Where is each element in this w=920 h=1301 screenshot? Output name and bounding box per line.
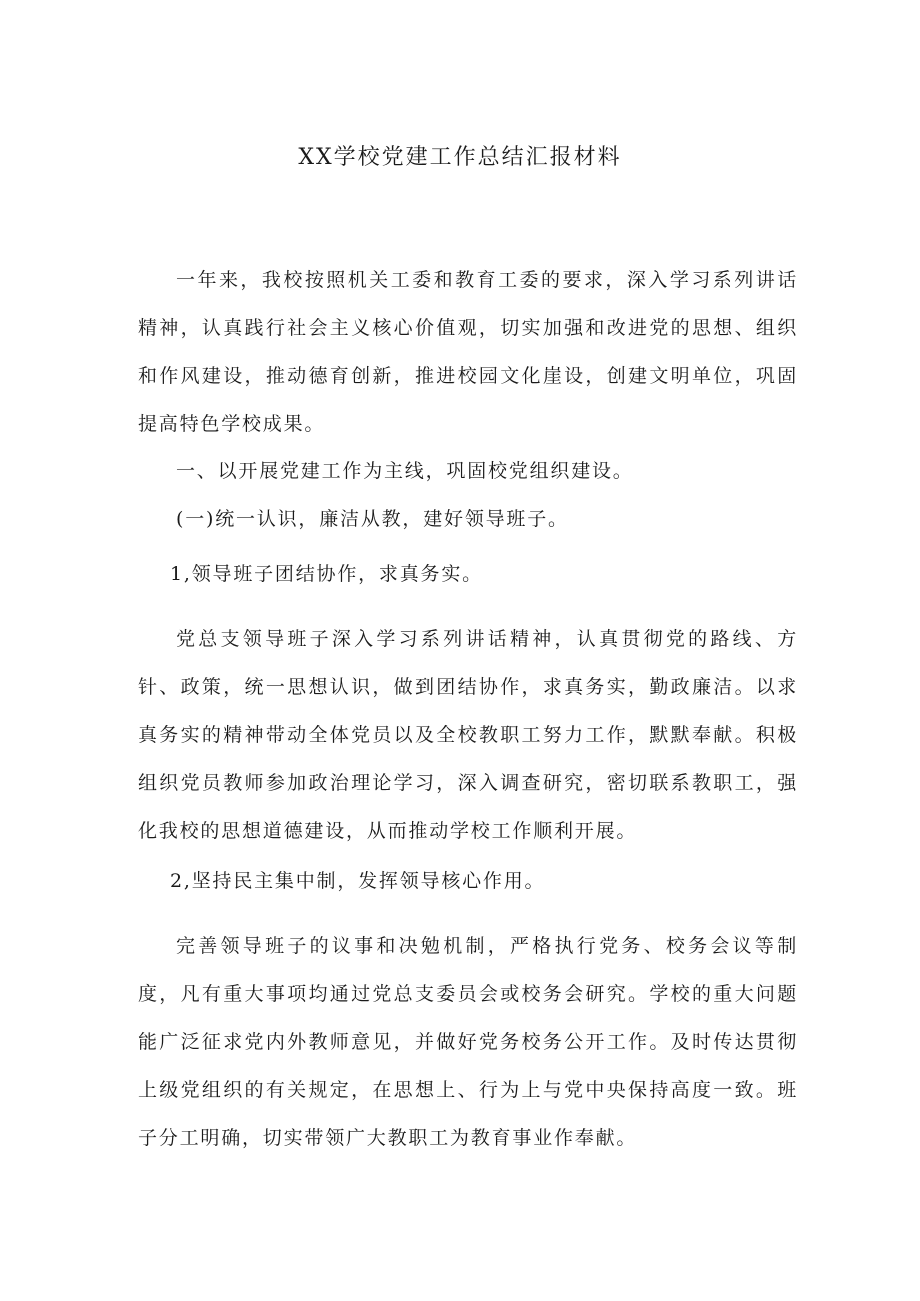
section-1-heading: 一、以开展党建工作为主线，巩固校党组织建设。	[176, 460, 634, 482]
subsection-1-heading: (一)统一认识，廉洁从教，建好领导班子。	[176, 508, 569, 530]
intro-paragraph: 一年来，我校按照机关工委和教育工委的要求，深入学习系列讲话精神，认真践行社会主义核心价值观，切实加强和改进党的思想、组织和作风建设，推动德育创新，推进校园文化崖设，创建文明单位，巩固提高特色学校成果。	[138, 269, 798, 435]
item-1-heading: 1,领导班子团结协作，求真务实。	[170, 563, 483, 585]
item-2-body: 完善领导班子的议事和决勉机制，严格执行党务、校务会议等制度，凡有重大事项均通过党总支委员会或校务会研究。学校的重大问题能广泛征求党内外教师意见，并做好党务校务公开工作。及时传达贯彻上级党组织的有关规定，在思想上、行为上与党中央保持高度一致。班子分工明确，切实带领广大教职工为教育事业作奉献。	[138, 935, 798, 1149]
item-2-heading: 2,坚持民主集中制，发挥领导核心作用。	[170, 870, 546, 892]
item-1-body: 党总支领导班子深入学习系列讲话精神，认真贯彻党的路线、方针、政策，统一思想认识，做到团结协作，求真务实，勤政廉洁。以求真务实的精神带动全体党员以及全校教职工努力工作，默默奉献。积极组织党员教师参加政治理论学习，深入调查研究，密切联系教职工，强化我校的思想道德建设，从而推动学校工作顺利开展。	[138, 628, 798, 842]
document-title: XX学校党建工作总结汇报材料	[298, 145, 622, 170]
